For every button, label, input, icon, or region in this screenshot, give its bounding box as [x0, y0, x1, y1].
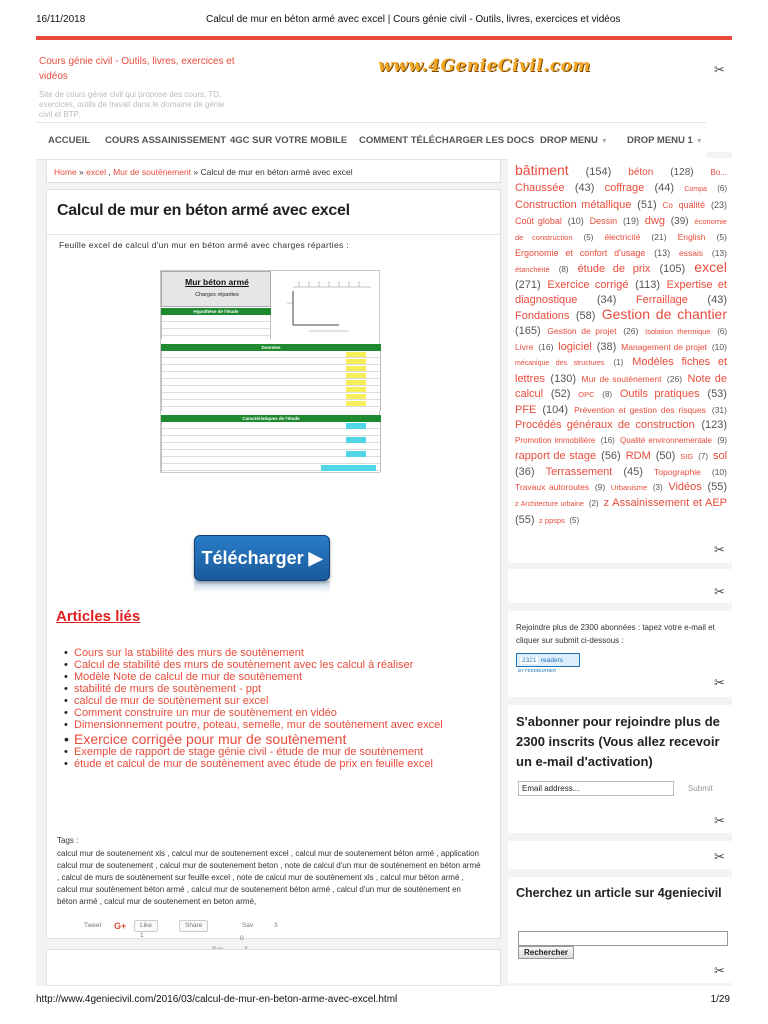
tag-count: (38)	[596, 341, 617, 353]
tag-link[interactable]: Vidéos	[668, 481, 702, 493]
tag-link[interactable]: Coût global	[515, 216, 562, 226]
breadcrumb-separator: »	[76, 167, 87, 177]
tag-count: (55)	[707, 481, 727, 493]
feedburner-counter[interactable]	[516, 653, 580, 673]
tag-count: (10)	[711, 467, 727, 477]
reader-label: readers	[541, 657, 564, 664]
tag-count: (7)	[698, 452, 708, 461]
tag-link[interactable]: Prévention et gestion des risques	[574, 405, 706, 415]
tag-count: (19)	[622, 216, 639, 226]
tag-link[interactable]: Compa	[684, 186, 707, 193]
tag-link[interactable]: Exercice corrigé	[547, 279, 629, 291]
tag-link[interactable]: Outils pratiques	[619, 388, 700, 400]
tag-link[interactable]: Ergonomie et confort d'usage	[515, 248, 646, 258]
tag-count: (36)	[515, 466, 535, 478]
tag-link[interactable]: Chaussée	[515, 182, 565, 194]
wall-diagram-icon	[279, 273, 377, 335]
tag-cloud	[515, 163, 727, 551]
tag-count: (13)	[654, 248, 671, 258]
nav-item-drop-menu[interactable]: DROP MENU ▼	[540, 135, 608, 146]
tag-link[interactable]: Livre	[515, 342, 534, 352]
tag-count: (2)	[588, 499, 599, 508]
article-intro: Feuille excel de calcul d'un mur en béton armé avec charges réparties :	[59, 240, 349, 250]
tag-count: (45)	[623, 466, 643, 478]
tag-link[interactable]: électricité	[604, 232, 641, 242]
main-nav	[36, 122, 706, 160]
tag-link[interactable]: coffrage	[604, 182, 645, 194]
site-description: Site de cours génie civil qui propose des cours, TD, exercices, outils de travail dans le domaine de génie civil et BTP.	[39, 90, 225, 119]
tweet-button[interactable]: Tweet	[84, 922, 102, 929]
sheet-cell	[346, 366, 366, 371]
site-title[interactable]: Cours génie civil - Outils, livres, exercices et vidéos	[39, 56, 235, 82]
print-title: Calcul de mur en béton armé avec excel | Cours génie civil - Outils, livres, exercices et vidéos	[206, 14, 621, 25]
sheet-cell	[346, 373, 366, 378]
sheet-section-hypotheses: Hypothèse de l'étude	[161, 308, 271, 315]
save-button[interactable]: Sav	[242, 922, 254, 929]
print-header	[36, 14, 732, 32]
tag-count: (52)	[550, 388, 571, 400]
tag-count: (26)	[666, 374, 683, 384]
tag-count: (105)	[659, 263, 686, 275]
tag-link[interactable]: Management de projet	[621, 342, 707, 352]
reader-count: 2321	[522, 657, 537, 664]
tag-link[interactable]: étanchéité	[515, 265, 550, 274]
tag-count: (53)	[707, 388, 727, 400]
tag-count: (21)	[651, 232, 667, 242]
tag-link[interactable]: Modèles fiches et lettres	[515, 356, 727, 385]
tag-link[interactable]: Procédés généraux de construction	[515, 419, 695, 431]
related-article-link[interactable]: • Modèle Note de calcul de mur de soutènement	[74, 672, 484, 684]
sheet-subheading: Charges réparties	[195, 292, 239, 298]
related-article-link[interactable]: • Dimensionnement poutre, poteau, semelle, mur de soutènement avec excel	[74, 720, 484, 732]
tag-count: (123)	[701, 419, 727, 431]
tag-link[interactable]: mécanique des structures	[515, 360, 605, 367]
subscribe-text: Rejoindre plus de 2300 abonnées : tapez votre e-mail et cliquer sur submit ci-dessous :	[516, 623, 715, 645]
tools-icon[interactable]: ✂	[714, 963, 725, 978]
tag-link[interactable]: z ppsps	[539, 516, 565, 525]
print-footer	[36, 994, 732, 1010]
related-article-link[interactable]: • Exercice corrigée pour mur de soutènement	[74, 732, 484, 746]
tag-link[interactable]: essais	[678, 248, 704, 258]
search-widget	[508, 877, 732, 983]
tag-link[interactable]: Dessin	[589, 216, 618, 226]
tag-count: (9)	[717, 436, 727, 445]
print-url: http://www.4geniecivil.com/2016/03/calcul-de-mur-en-beton-arme-avec-excel.html	[36, 994, 398, 1005]
tag-count: (8)	[602, 390, 613, 399]
tag-link[interactable]: Construction métallique	[515, 199, 632, 211]
sheet-cell	[346, 394, 366, 399]
related-articles-title: Articles liés	[56, 608, 141, 625]
tag-count: (55)	[515, 514, 535, 526]
tag-count: (5)	[716, 232, 727, 242]
tags-label: Tags :	[57, 836, 79, 845]
tools-icon[interactable]: ✂	[714, 62, 725, 77]
divider	[47, 234, 502, 235]
search-input[interactable]	[518, 931, 728, 946]
tag-count: (10)	[567, 216, 584, 226]
tag-count: (271)	[515, 279, 541, 291]
email-field[interactable]	[518, 781, 674, 796]
web-page	[36, 36, 732, 986]
tag-link[interactable]: Gestion de chantier	[601, 306, 727, 322]
tag-link[interactable]: Topographie	[654, 467, 701, 477]
tools-icon[interactable]: ✂	[714, 813, 725, 828]
chevron-down-icon: ▼	[695, 138, 703, 145]
tools-icon[interactable]: ✂	[714, 584, 725, 599]
tag-link[interactable]: sol	[712, 450, 727, 462]
tag-count: (5)	[583, 233, 594, 242]
tag-count: (43)	[574, 182, 595, 194]
tag-count: (130)	[550, 373, 577, 385]
comments-box	[46, 949, 501, 986]
related-article-link[interactable]: • Exemple de rapport de stage génie civil - étude de mur de soutènement	[74, 747, 484, 759]
tag-count: (10)	[711, 342, 727, 352]
site-logo[interactable]: www.4GenieCivil.com	[378, 56, 591, 76]
tag-link[interactable]: Urbanisme	[610, 483, 648, 492]
sheet-cell	[346, 451, 366, 457]
main-content	[46, 159, 501, 986]
tag-link[interactable]: SIG	[680, 452, 694, 461]
nav-item-4gc-mobile[interactable]: 4GC SUR VOTRE MOBILE	[230, 135, 348, 146]
sheet-heading: Mur béton armé	[185, 277, 249, 287]
related-article-link[interactable]: • Cours sur la stabilité des murs de soutènement	[74, 648, 484, 660]
tag-link[interactable]: Mur de soutènement	[581, 374, 662, 384]
nav-item-drop-menu-1[interactable]: DROP MENU 1 ▼	[627, 135, 703, 146]
sheet-header	[161, 271, 271, 307]
tag-count: (6)	[717, 327, 727, 336]
tag-link[interactable]: Expertise et diagnostique	[515, 279, 727, 306]
tag-count: (43)	[707, 294, 727, 306]
tag-link[interactable]: z Assainissement et AEP	[603, 497, 727, 509]
tag-link[interactable]: Fondations	[515, 310, 570, 322]
tag-count: (31)	[711, 405, 727, 415]
tag-count: (128)	[670, 167, 694, 178]
tag-count: (6)	[717, 184, 727, 193]
tag-link[interactable]: Bo...	[710, 168, 727, 177]
search-heading: Cherchez un article sur 4geniecivil	[516, 886, 722, 900]
related-article-link[interactable]: • calcul de mur de soutènement sur excel	[74, 696, 484, 708]
tag-link[interactable]: Terrassement	[545, 466, 613, 478]
tag-count: (50)	[655, 450, 676, 462]
tag-link[interactable]: Gestion de projet	[547, 326, 617, 336]
tag-link[interactable]: étude de prix	[577, 263, 651, 275]
print-page-number: 1/29	[710, 994, 730, 1005]
tag-link[interactable]: logiciel	[558, 341, 592, 353]
tag-count: (51)	[637, 199, 657, 211]
tag-link[interactable]: Note de calcul	[515, 373, 727, 400]
tag-count: (34)	[596, 294, 617, 306]
submit-button[interactable]: Submit	[688, 784, 713, 793]
tag-link[interactable]: qualité	[678, 200, 706, 210]
nav-item-cours-assainissement[interactable]: COURS ASSAINISSEMENT	[105, 135, 227, 146]
tag-count: (165)	[515, 325, 541, 337]
tag-link[interactable]: dwg	[644, 215, 665, 227]
tag-link[interactable]: Qualité environnementale	[620, 436, 712, 445]
tag-link[interactable]: Promotion immobilière	[515, 436, 596, 445]
empty-widget	[508, 569, 732, 603]
breadcrumb	[46, 159, 501, 183]
tag-link[interactable]: économie de construction	[515, 217, 727, 242]
search-button[interactable]: Rechercher	[518, 946, 574, 959]
nav-item-accueil[interactable]: ACCUEIL	[48, 135, 91, 146]
share-count: 0	[240, 935, 244, 942]
tag-count: (44)	[654, 182, 675, 194]
download-button-reflection	[194, 581, 330, 593]
tag-count: (8)	[558, 265, 569, 274]
tag-link[interactable]: Co	[662, 201, 673, 210]
tag-count: (5)	[569, 516, 580, 525]
sheet-cell	[346, 387, 366, 392]
tag-count: (9)	[594, 482, 606, 492]
related-articles-list	[74, 648, 484, 771]
download-button[interactable]: Télécharger ▶	[194, 535, 330, 581]
tag-link[interactable]: Ferraillage	[635, 294, 688, 306]
sheet-cell	[346, 352, 366, 357]
spreadsheet-image	[160, 270, 380, 473]
related-article-link[interactable]: • stabilité de murs de soutènement - ppt	[74, 684, 484, 696]
labels-widget	[508, 159, 732, 563]
breadcrumb-mur-soutenement[interactable]: Mur de soutènement	[113, 167, 192, 177]
tag-link[interactable]: Travaux autoroutes	[515, 482, 590, 492]
tag-count: (39)	[670, 216, 689, 227]
tag-count: (16)	[600, 436, 615, 445]
sheet-section-donnees: Données	[161, 344, 381, 351]
sheet-section-caracteristiques: Caractéristiques de l'étude	[161, 415, 381, 422]
sheet-cell	[346, 423, 366, 429]
tag-link[interactable]: PFE	[515, 404, 537, 416]
share-button[interactable]: Share	[179, 920, 208, 932]
tag-count: (26)	[623, 326, 639, 336]
save-count: 3	[274, 922, 278, 929]
sheet-cell	[346, 359, 366, 364]
tag-count: (1)	[613, 358, 624, 367]
tag-link[interactable]: bâtiment	[515, 163, 569, 178]
tag-link[interactable]: RDM	[625, 450, 651, 462]
related-article-link[interactable]: • étude et calcul de mur de soutènement avec étude de prix en feuille excel	[74, 759, 484, 771]
print-date: 16/11/2018	[36, 14, 86, 25]
sheet-grid	[161, 315, 271, 339]
tag-link[interactable]: OPC	[578, 390, 595, 399]
breadcrumb-separator: »	[191, 167, 201, 177]
related-article-link[interactable]: • Comment construire un mur de soutènement en vidéo	[74, 708, 484, 720]
tools-icon[interactable]: ✂	[714, 542, 725, 557]
tag-link[interactable]: z Architecture urbaine	[515, 501, 584, 508]
sheet-cell	[346, 380, 366, 385]
nav-item-telecharger-docs[interactable]: COMMENT TÉLÉCHARGER LES DOCS	[359, 135, 535, 146]
feedburner-label: BY FEEDBURNER	[518, 668, 557, 673]
article-title: Calcul de mur en béton armé avec excel	[57, 202, 350, 219]
tag-count: (23)	[710, 200, 727, 210]
like-button[interactable]: Like 1	[134, 920, 158, 932]
breadcrumb-separator: ,	[105, 167, 114, 177]
article	[46, 189, 501, 942]
breadcrumb-excel[interactable]: excel	[86, 167, 106, 177]
sheet-cell	[321, 465, 376, 471]
email-signup-widget	[508, 705, 732, 833]
tag-count: (104)	[542, 404, 569, 416]
google-plus-icon[interactable]: G+	[114, 921, 127, 931]
tag-link[interactable]: rapport de stage	[515, 450, 597, 462]
sheet-cell	[346, 437, 366, 443]
empty-widget	[508, 841, 732, 869]
tag-count: (16)	[538, 342, 554, 352]
tag-link[interactable]: English	[677, 232, 706, 242]
tag-count: (3)	[652, 483, 663, 492]
tag-link[interactable]: Isolation thermique	[645, 327, 711, 336]
breadcrumb-current: Calcul de mur en béton armé avec excel	[200, 167, 353, 177]
tools-icon[interactable]: ✂	[714, 675, 725, 690]
feedburner-widget	[508, 611, 732, 697]
related-article-link[interactable]: • Calcul de stabilité des murs de soutènement avec les calcul à réaliser	[74, 660, 484, 672]
chevron-down-icon: ▼	[600, 138, 608, 145]
sheet-cell	[346, 401, 366, 406]
tag-count: (113)	[635, 279, 660, 291]
tag-count: (56)	[601, 450, 621, 462]
breadcrumb-home[interactable]: Home	[54, 167, 77, 177]
tag-count: (154)	[585, 166, 612, 178]
tools-icon[interactable]: ✂	[714, 849, 725, 864]
tags-list: calcul mur de soutenement xls , calcul mur de soutenement excel , calcul mur de soutenement béton armé , application calcul mur de soutenement , calcul mur de soutenement beton , note de calcul d'un mur de soutènement en béton armé , calcul de murs de soutènement sur feuille excel , note de calcul mur de soutènement xls , calcul mur béton armé , calcul mur soutènement béton armé , calcul mur de soutenement béton armé , calcul d'un mur de soutènement en béton armé , calcul mur de soutenement en beton armé,	[57, 849, 481, 906]
tag-count: (13)	[711, 248, 727, 258]
tag-count: (58)	[575, 310, 596, 322]
signup-heading: S'abonner pour rejoindre plus de 2300 inscrits (Vous allez recevoir un e-mail d'activation)	[516, 714, 720, 769]
tag-link[interactable]: excel	[694, 259, 727, 275]
tag-link[interactable]: béton	[628, 167, 654, 178]
